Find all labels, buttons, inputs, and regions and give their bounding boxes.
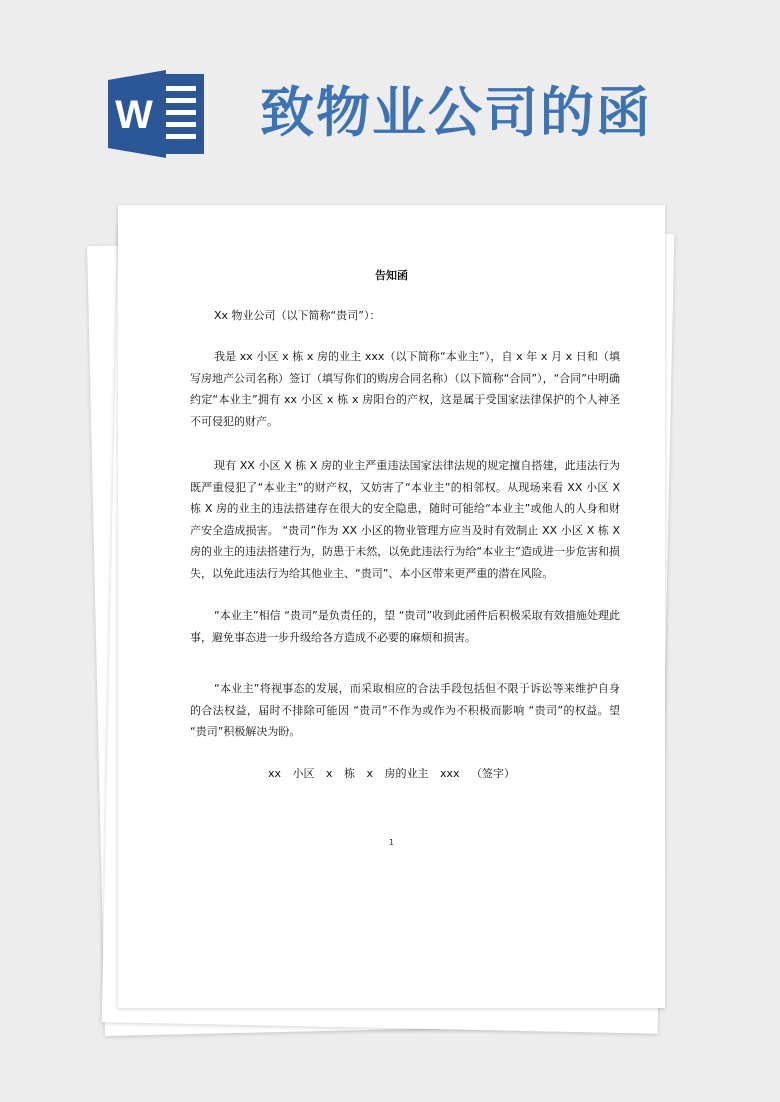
page-number: 1: [388, 838, 395, 847]
paragraph-1: 我是 xx 小区 x 栋 x 房的业主 xxx（以下简称“本业主”），自 x 年 x 月 x 日和（填写房地产公司名称）签订（填写你们的购房合同名称）（以下简称“合同”），“合同”中明确约定“本业主”拥有 xx 小区 x 栋 x 房阳台的产权，这是属于受国家法律保护的个人神圣不可侵犯的财产。: [190, 350, 620, 428]
salutation: Xx 物业公司（以下简称“贵司”）：: [214, 309, 381, 322]
paragraph-4: “本业主”将视事态的发展，而采取相应的合法手段包括但不限于诉讼等来维护自身的合法权益，届时不排除可能因 “贵司”不作为或作为不积极而影响 “贵司”的权益。望 “贵司”积极解决为盼。: [190, 682, 620, 738]
signature-line: xx 小区 x 栋 x 房的业主 xxx （签字）: [267, 767, 516, 780]
word-icon-letter: W: [115, 93, 153, 137]
banner-title: 致物业公司的函: [260, 81, 652, 144]
paragraph-3: “本业主”相信 “贵司”是负责任的，望 “贵司”收到此函件后积极采取有效措施处理此事，避免事态进一步升级给各方造成不必要的麻烦和损害。: [190, 609, 620, 644]
word-document-icon: [108, 68, 208, 160]
document-page: [118, 205, 665, 1008]
document-title: 告知函: [375, 269, 408, 282]
paragraph-2: 现有 XX 小区 X 栋 X 房的业主严重违法国家法律法规的规定擅自搭建，此违法行为既严重侵犯了“本业主”的财产权，又妨害了“本业主”的相邻权。从现场来看 XX 小区 X 栋 X 房的业主的违法搭建存在很大的安全隐患，随时可能给“本业主”或他人的人身和财产安全造成损害。 “贵司”作为 XX 小区的物业管理方应当及时有效制止 XX 小区 X 栋 X 房的业主的违法搭建行为，防患于未然，以免此违法行为给“本业主”造成进一步危害和损失，以免此违法行为给其他业主、“贵司”、本小区带来更严重的潜在风险。: [190, 459, 620, 580]
